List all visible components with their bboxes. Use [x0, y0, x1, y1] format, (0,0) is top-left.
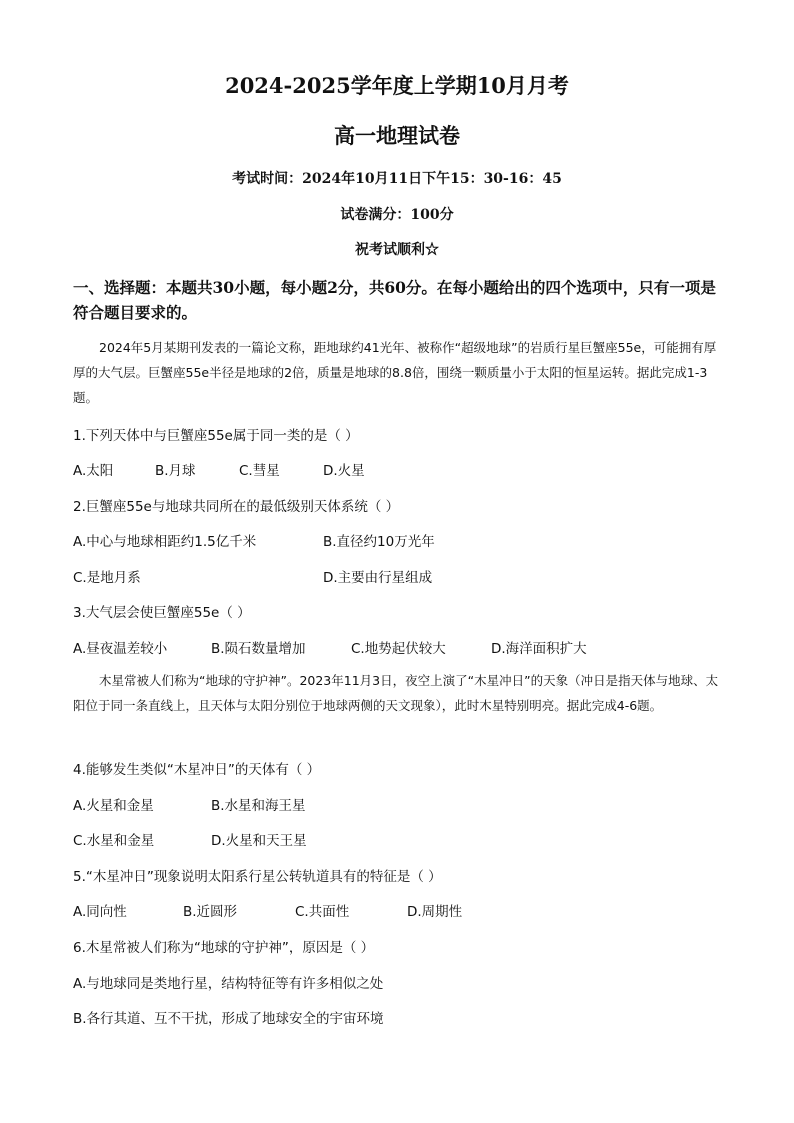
exam-time: 考试时间：2024年10月11日下午15：30-16：45: [232, 171, 562, 187]
option: D.海洋面积扩大: [491, 641, 587, 657]
option: B.各行其道、互不干扰，形成了地球安全的宇宙环境: [73, 1011, 384, 1027]
question-stem: 2.巨蟹座55e与地球共同所在的最低级别天体系统（ ）: [73, 499, 400, 515]
option: B.陨石数量增加: [211, 641, 306, 657]
option: B.近圆形: [183, 904, 238, 920]
reading-passage-2: 木星常被人们称为“地球的守护神”。2023年11月3日，夜空上演了“木星冲日”的天象（冲日是指天体与地球、太阳位于同一条直线上，且天体与太阳分别位于地球两侧的天文现象），此时木星特别明亮。据此完成4-6题。: [73, 673, 719, 713]
option: B.月球: [155, 463, 196, 479]
reading-passage-1: 2024年5月某期刊发表的一篇论文称，距地球约41光年、被称作“超级地球”的岩质行星巨蟹座55e，可能拥有厚厚的大气层。巨蟹座55e半径是地球的2倍，质量是地球的8.8倍，围绕一颗质量小于太阳的恒星运转。据此完成1-3题。: [73, 340, 717, 405]
option: A.太阳: [73, 463, 114, 479]
good-luck-note: 祝考试顺利☆: [355, 242, 439, 258]
question-stem: 3.大气层会使巨蟹座55e（ ）: [73, 605, 251, 621]
option: D.火星和天王星: [211, 833, 307, 849]
option: A.中心与地球相距约1.5亿千米: [73, 534, 257, 550]
exam-title: 2024-2025学年度上学期10月月考: [225, 73, 569, 98]
option: C.共面性: [295, 904, 350, 920]
question-stem: 4.能够发生类似“木星冲日”的天体有（ ）: [73, 762, 321, 778]
question-stem: 5.“木星冲日”现象说明太阳系行星公转轨道具有的特征是（ ）: [73, 869, 442, 885]
full-score: 试卷满分：100分: [340, 207, 454, 223]
question-stem: 6.木星常被人们称为“地球的守护神”，原因是（ ）: [73, 940, 375, 956]
option: D.火星: [323, 463, 365, 479]
option: A.同向性: [73, 904, 127, 920]
exam-subtitle: 高一地理试卷: [334, 123, 460, 148]
option: C.是地月系: [73, 570, 141, 586]
option: D.主要由行星组成: [323, 570, 433, 586]
option: A.昼夜温差较小: [73, 641, 168, 657]
option: B.直径约10万光年: [323, 534, 435, 550]
option: A.与地球同是类地行星，结构特征等有许多相似之处: [73, 976, 384, 992]
option: A.火星和金星: [73, 798, 154, 814]
option: B.水星和海王星: [211, 798, 306, 814]
option: D.周期性: [407, 904, 463, 920]
section-heading: 一、选择题：本题共30小题，每小题2分，共60分。在每小题给出的四个选项中，只有一项是符合题目要求的。: [73, 278, 716, 322]
option: C.水星和金星: [73, 833, 155, 849]
option: C.彗星: [239, 463, 280, 479]
question-stem: 1.下列天体中与巨蟹座55e属于同一类的是（ ）: [73, 428, 359, 444]
option: C.地势起伏较大: [351, 641, 446, 657]
